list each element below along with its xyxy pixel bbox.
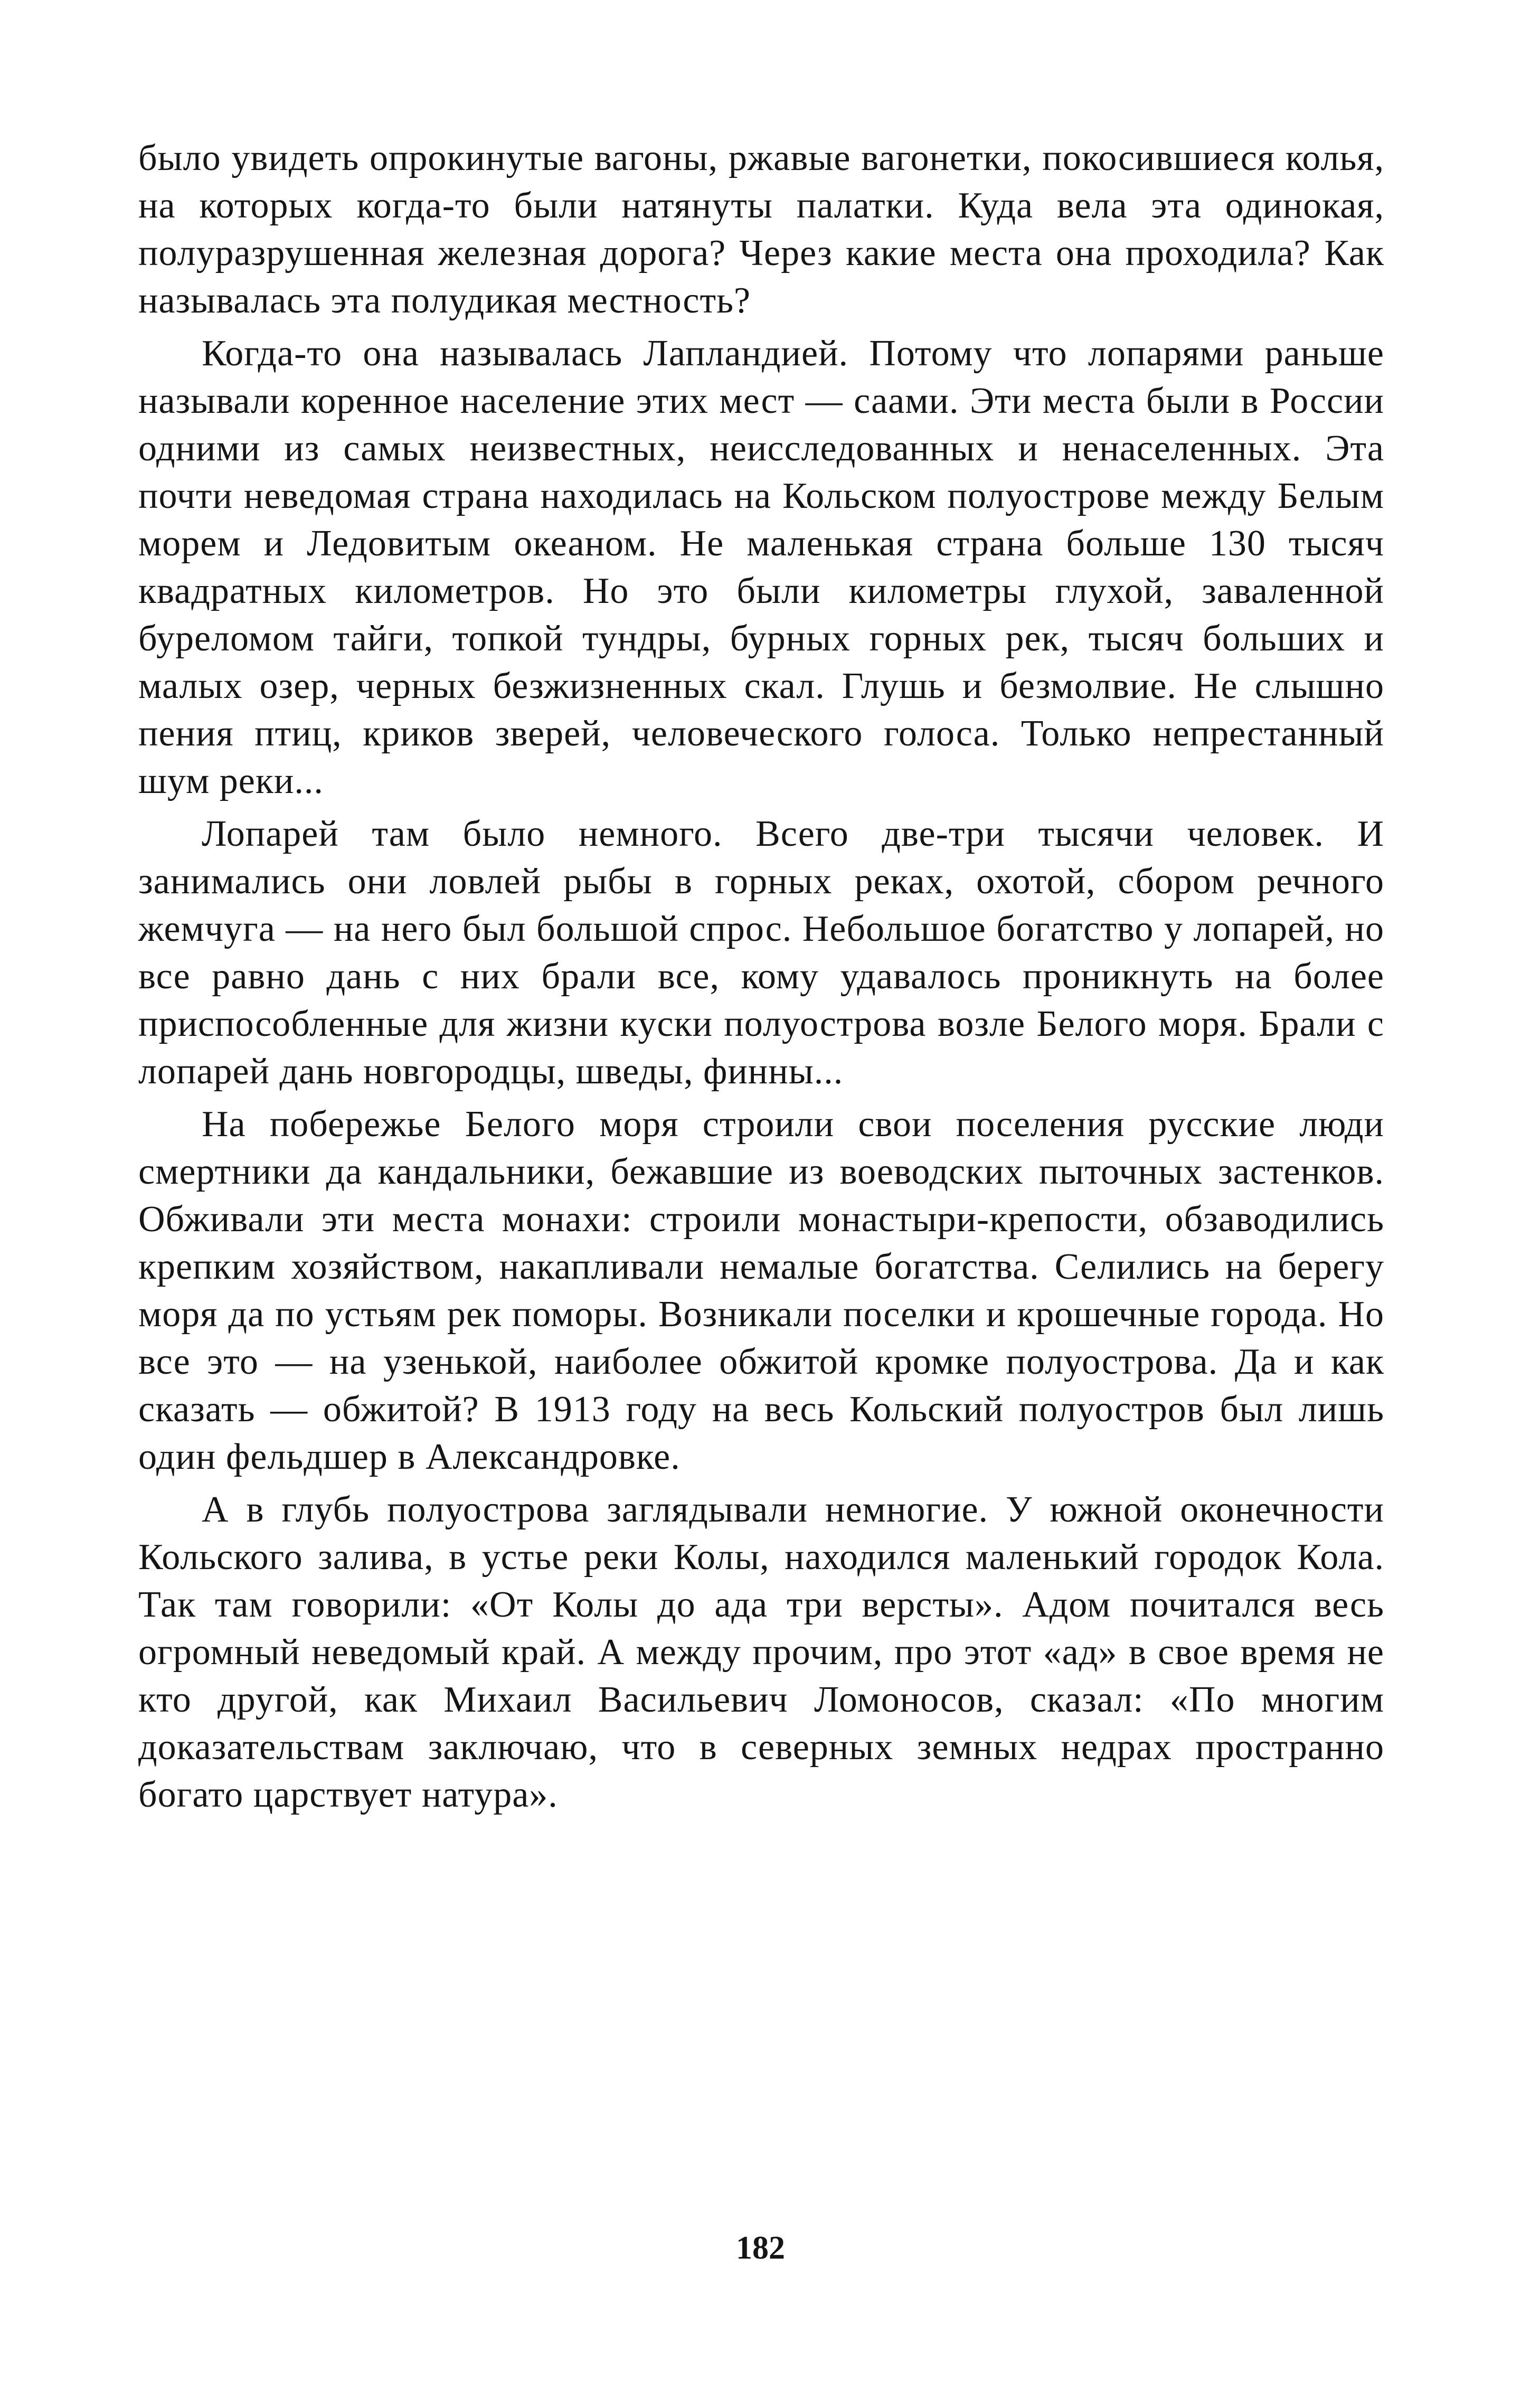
paragraph-lopari: Лопарей там было немного. Всего две-три тысячи человек. И занимались они ловлей рыбы в горных реках, охотой, сбором речного жемчуга — на него был большой спрос. Небольшое богатство у лопарей, но все равно дань с них брали все, кому удавалось проникнуть на более приспособленные для жизни куски полуострова возле Белого моря. Брали с лопарей дань новгородцы, шведы, финны...: [138, 814, 1384, 1092]
paragraph-continued: было увидеть опрокинутые вагоны, ржавые вагонетки, покосившиеся колья, на которых когда-то были натянуты палатки. Куда вела эта одинокая, полуразрушенная железная дорога? Через какие места она проходила? Как называлась эта полудикая местность?: [138, 138, 1384, 321]
text-column: [138, 135, 1384, 1824]
paragraph-lapland: Когда-то она называлась Лапландией. Потому что лопарями раньше называли коренное население этих мест — саами. Эти места были в России одними из самых неизвестных, неисследованных и ненаселенных. Эта почти неведомая страна находилась на Кольском полуострове между Белым морем и Ледовитым океаном. Не маленькая страна больше 130 тысяч квадратных километров. Но это были километры глухой, заваленной буреломом тайги, топкой тундры, бурных горных рек, тысяч больших и малых озер, черных безжизненных скал. Глушь и безмолвие. Не слышно пения птиц, криков зверей, человеческого голоса. Только непрестанный шум реки...: [138, 333, 1384, 801]
page-number: 182: [736, 2230, 785, 2266]
paragraph-kola: А в глубь полуострова заглядывали немногие. У южной оконечности Кольского залива, в устье реки Колы, находился маленький городок Кола. Так там говорили: «От Колы до ада три версты». Адом почитался весь огромный неведомый край. А между прочим, про этот «ад» в свое время не кто другой, как Михаил Васильевич Ломоносов, сказал: «По многим доказательствам заключаю, что в северных земных недрах пространно богато царствует натура».: [138, 1489, 1384, 1815]
paragraph-white-sea-coast: На побережье Белого моря строили свои поселения русские люди смертники да кандальники, бежавшие из воеводских пыточных застенков. Обживали эти места монахи: строили монастыри-крепости, обзаводились крепким хозяйством, накапливали немалые богатства. Селились на берегу моря да по устьям рек поморы. Возникали поселки и крошечные города. Но все это — на узенькой, наиболее обжитой кромке полуострова. Да и как сказать — обжитой? В 1913 году на весь Кольский полуостров был лишь один фельдшер в Александровке.: [138, 1104, 1384, 1477]
